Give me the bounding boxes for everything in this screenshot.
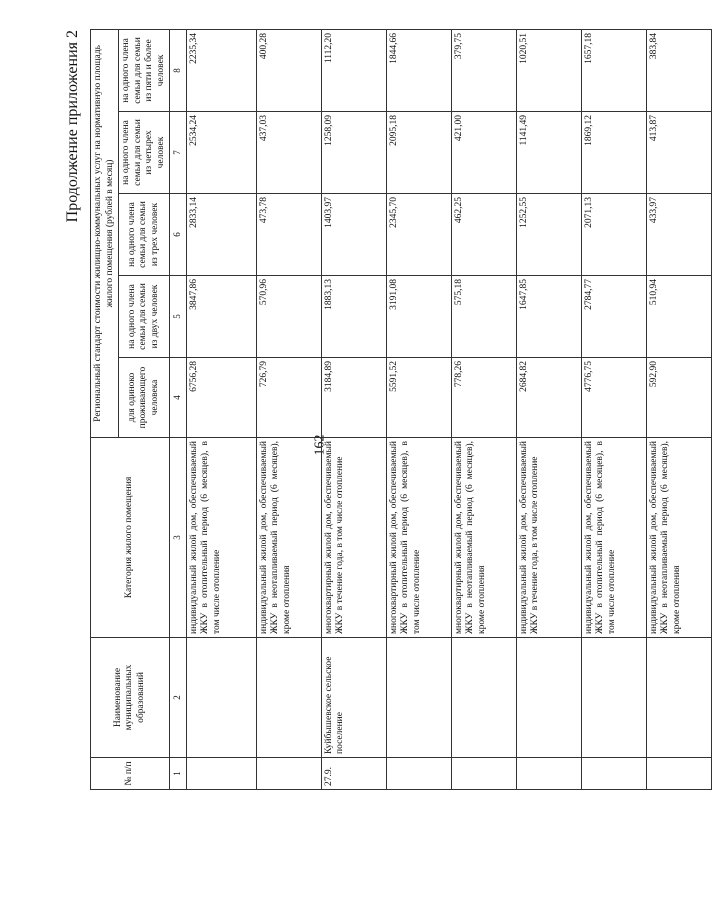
value-family-2: 510,94 (646, 276, 711, 358)
municipality-name (516, 638, 581, 758)
row-number (451, 758, 516, 790)
row-number (186, 758, 256, 790)
municipality-name (646, 638, 711, 758)
housing-category: индивидуальный жилой дом, обеспечиваемый ЖКУ в неотапливаемый период (6 месяцев), кроме отопления (256, 438, 321, 638)
column-index: 2 (170, 638, 187, 758)
table-row (646, 29, 711, 789)
value-family-2: 1883,13 (321, 276, 386, 358)
table-row (516, 29, 581, 789)
table-head (91, 29, 187, 789)
value-family-4: 1869,12 (581, 112, 646, 194)
header-category: Категория жилого помещения (91, 438, 170, 638)
value-family-4: 1258,09 (321, 112, 386, 194)
tariff-table (90, 29, 712, 790)
row-number (256, 758, 321, 790)
value-family-3: 1403,97 (321, 194, 386, 276)
value-single: 778,26 (451, 358, 516, 438)
column-index: 8 (170, 29, 187, 111)
value-family-5: 379,75 (451, 29, 516, 111)
value-single: 592,90 (646, 358, 711, 438)
municipality-name (581, 638, 646, 758)
value-family-2: 3191,08 (386, 276, 451, 358)
value-family-4: 1141,49 (516, 112, 581, 194)
header-sub-2: на одного члена семьи для семьи из двух человек (119, 276, 170, 358)
row-number (386, 758, 451, 790)
column-index: 7 (170, 112, 187, 194)
value-family-5: 1020,51 (516, 29, 581, 111)
value-family-3: 2071,13 (581, 194, 646, 276)
table-row (386, 29, 451, 789)
value-family-2: 570,96 (256, 276, 321, 358)
value-family-3: 1252,55 (516, 194, 581, 276)
municipality-name (256, 638, 321, 758)
table-row (256, 29, 321, 789)
value-family-3: 462,25 (451, 194, 516, 276)
housing-category: индивидуальный жилой дом, обеспечиваемый ЖКУ в неотапливаемый период (6 месяцев), кроме отопления (646, 438, 711, 638)
value-single: 2684,82 (516, 358, 581, 438)
value-single: 3184,89 (321, 358, 386, 438)
row-number (646, 758, 711, 790)
value-family-5: 2235,34 (186, 29, 256, 111)
value-single: 726,79 (256, 358, 321, 438)
column-index-row (170, 29, 187, 789)
municipality-name: Куйбышевское сельское поселение (321, 638, 386, 758)
column-index: 3 (170, 438, 187, 638)
value-family-5: 1844,66 (386, 29, 451, 111)
row-number (516, 758, 581, 790)
value-family-3: 2833,14 (186, 194, 256, 276)
value-family-4: 421,00 (451, 112, 516, 194)
header-muni: Наименование муниципальных образований (91, 638, 170, 758)
housing-category: индивидуальный жилой дом, обеспечиваемый ЖКУ в течение года, в том числе отопление (516, 438, 581, 638)
row-number (581, 758, 646, 790)
column-index: 6 (170, 194, 187, 276)
value-family-4: 2095,18 (386, 112, 451, 194)
table-row (581, 29, 646, 789)
column-index: 5 (170, 276, 187, 358)
value-family-2: 575,18 (451, 276, 516, 358)
housing-category: индивидуальный жилой дом, обеспечиваемый ЖКУ в отопительный период (6 месяцев), в том числе отопление (186, 438, 256, 638)
table-row (451, 29, 516, 789)
caption: Продолжение приложения 2 (64, 30, 81, 223)
header-num: № п/п (91, 758, 170, 790)
value-family-4: 413,87 (646, 112, 711, 194)
header-sub-4: на одного члена семьи для семьи из четырех человек (119, 112, 170, 194)
table-row (321, 29, 386, 789)
municipality-name (386, 638, 451, 758)
column-index: 1 (170, 758, 187, 790)
value-family-3: 473,78 (256, 194, 321, 276)
value-family-2: 1647,85 (516, 276, 581, 358)
page-number-text: 162 (312, 434, 327, 456)
housing-category: индивидуальный жилой дом, обеспечиваемый ЖКУ в отопительный период (6 месяцев), в том числе отопление (581, 438, 646, 638)
rotated-page-content (60, 30, 682, 790)
housing-category: многоквартирный жилой дом, обеспечиваемый ЖКУ в отопительный период (6 месяцев), в том числе отопление (386, 438, 451, 638)
value-family-5: 383,84 (646, 29, 711, 111)
value-family-2: 3847,86 (186, 276, 256, 358)
value-family-5: 1112,20 (321, 29, 386, 111)
housing-category: многоквартирный жилой дом, обеспечиваемый ЖКУ в неотапливаемый период (6 месяцев), кроме отопления (451, 438, 516, 638)
value-single: 4776,75 (581, 358, 646, 438)
header-sub-1: для одиноко проживающего человека (119, 358, 170, 438)
header-standard: Региональный стандарт стоимости жилищно-коммунальных услуг на нормативную площадь жилого помещения (рублей в месяц) (91, 29, 119, 437)
value-family-3: 433,97 (646, 194, 711, 276)
value-family-3: 2345,70 (386, 194, 451, 276)
value-family-4: 2534,24 (186, 112, 256, 194)
value-family-4: 437,03 (256, 112, 321, 194)
value-single: 5591,52 (386, 358, 451, 438)
header-sub-5: на одного члена семьи для семьи из пяти и более человек (119, 29, 170, 111)
municipality-name (451, 638, 516, 758)
value-family-5: 1657,18 (581, 29, 646, 111)
table-body (186, 29, 711, 789)
row-number: 27.9. (321, 758, 386, 790)
table-row (186, 29, 256, 789)
housing-category: многоквартирный жилой дом, обеспечиваемый ЖКУ в течение года, в том числе отопление (321, 438, 386, 638)
header-sub-3: на одного члена семьи для семьи из трех человек (119, 194, 170, 276)
column-index: 4 (170, 358, 187, 438)
value-family-2: 2784,77 (581, 276, 646, 358)
value-family-5: 400,28 (256, 29, 321, 111)
value-single: 6756,28 (186, 358, 256, 438)
municipality-name (186, 638, 256, 758)
